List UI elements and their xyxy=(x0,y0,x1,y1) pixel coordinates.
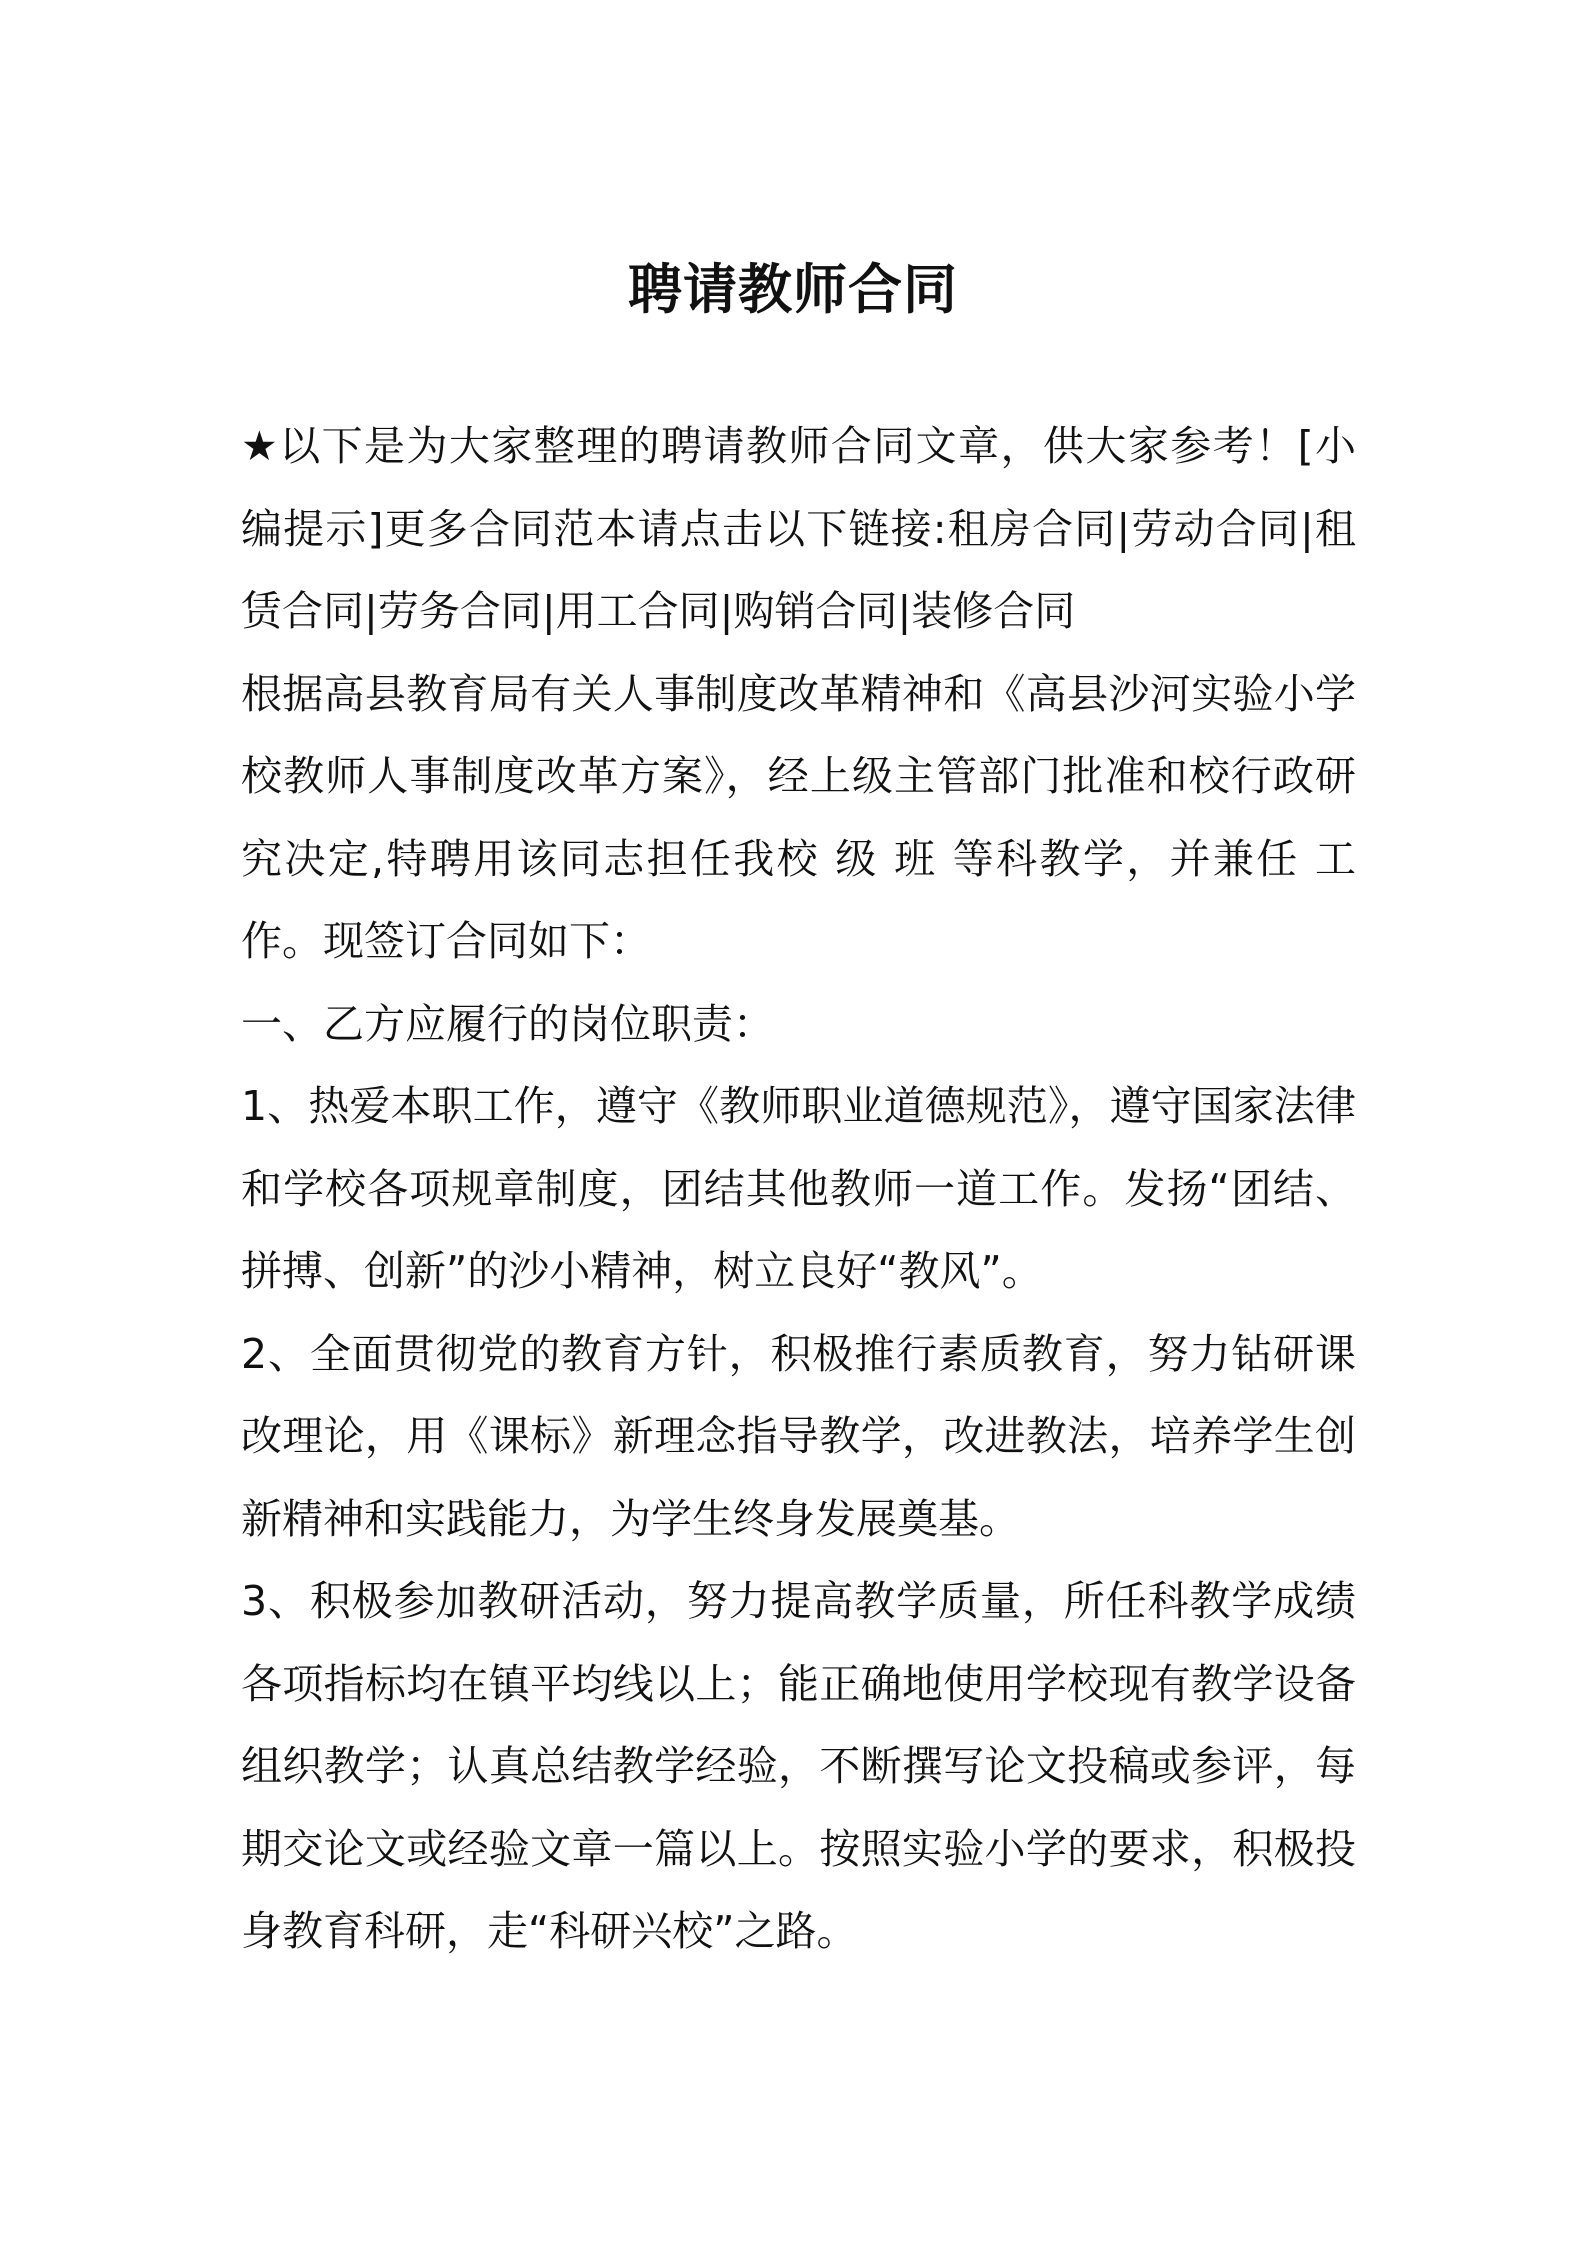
clause-3: 3、积极参加教研活动，努力提高教学质量，所任科教学成绩各项指标均在镇平均线以上；能正确地使用学校现有教学设备组织教学；认真总结教学经验，不断撰写论文投稿或参评，每期交论文或经验文章一篇以上。按照实验小学的要求，积极投身教育科研，走“科研兴校”之路。 xyxy=(241,1577,1356,1955)
document-title: 聘请教师合同 xyxy=(628,258,958,321)
preamble-paragraph: 根据高县教育局有关人事制度改革精神和《高县沙河实验小学校教师人事制度改革方案》，经上级主管部门批准和校行政研究决定,特聘用该同志担任我校 级 班 等科教学，并兼任 工作。现签订合同如下： xyxy=(241,669,1356,965)
document-body xyxy=(241,405,1356,1973)
intro-paragraph: ★以下是为大家整理的聘请教师合同文章，供大家参考！[小编提示]更多合同范本请点击以下链接:租房合同|劳动合同|租赁合同|劳务合同|用工合同|购销合同|装修合同 xyxy=(241,422,1356,635)
clause-1: 1、热爱本职工作，遵守《教师职业道德规范》，遵守国家法律和学校各项规章制度，团结其他教师一道工作。发扬“团结、拼搏、创新”的沙小精神，树立良好“教风”。 xyxy=(241,1082,1356,1295)
section-heading: 一、乙方应履行的岗位职责： xyxy=(241,999,774,1048)
clause-2: 2、全面贯彻党的教育方针，积极推行素质教育，努力钻研课改理论，用《课标》新理念指导教学，改进教法，培养学生创新精神和实践能力，为学生终身发展奠基。 xyxy=(241,1329,1356,1543)
